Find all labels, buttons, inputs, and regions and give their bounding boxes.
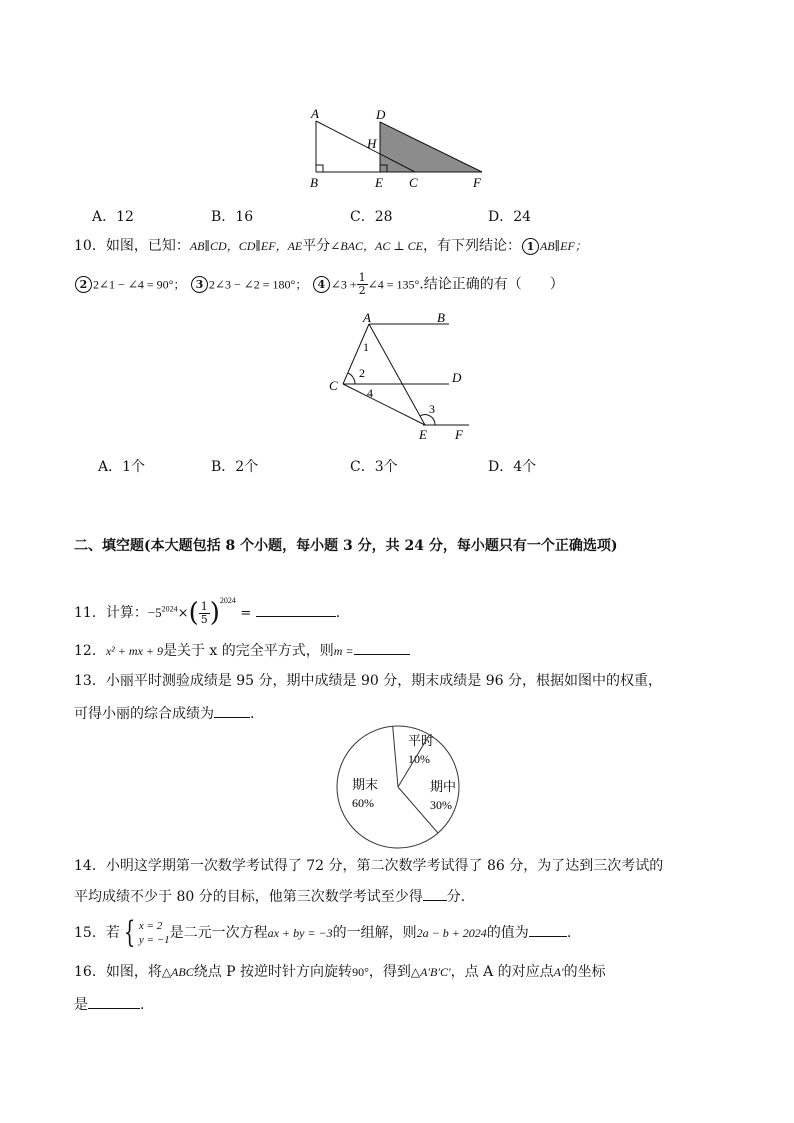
q11: 11．计算：$-5^{2024}\times$( $\frac{1}{5}$ )$^{2024}$ = .: [74, 596, 341, 628]
weight-pie-chart: [330, 722, 490, 852]
label-f: F: [455, 427, 463, 442]
fraction-one-fifth: $\frac{1}{5}$: [200, 599, 208, 626]
q16-answer-blank[interactable]: [88, 994, 140, 1009]
q16-line2: 是 .: [74, 994, 144, 1015]
q10-line2: 2 2∠1 − ∠4 = 90°； 3 2∠3 − ∠2 = 180°； 4 ∠3 + $\frac{1}{2}$ ∠4 = 135°.结论正确的有（ ）: [74, 272, 564, 297]
q10-option-b[interactable]: B．2个: [211, 459, 259, 475]
conclusion-4-marker: 4: [313, 276, 330, 293]
solution-system: x = 2 y = −1: [138, 920, 170, 946]
q15-answer-blank[interactable]: [529, 922, 567, 937]
pie-slice-label: 60%: [352, 796, 374, 810]
conclusion-2-marker: 2: [75, 276, 92, 293]
label-a: A: [363, 310, 371, 325]
segment-ac: [343, 324, 369, 384]
q13-line2: 可得小丽的综合成绩为 .: [74, 703, 254, 724]
q16-line1: 16．如图，将△ABC绕点 P 按逆时针方向旋转90°，得到△A′B′C′，点 A 的对应点A′的坐标: [74, 964, 606, 980]
q9-option-d[interactable]: D．24: [488, 209, 532, 225]
q9-option-b[interactable]: B．16: [211, 209, 254, 225]
label-b: B: [437, 310, 445, 325]
conclusion-3-marker: 3: [191, 276, 208, 293]
pie-slice-label: 30%: [430, 798, 452, 812]
pie-slice-name: 期中: [430, 779, 457, 794]
label-e: E: [375, 175, 383, 190]
fraction-half: $\frac{1}{2}$: [358, 271, 366, 297]
q13-line1: 13．小丽平时测验成绩是 95 分，期中成绩是 90 分，期末成绩是 96 分，根据如图中的权重，: [74, 673, 662, 689]
angle-label-4: 4: [367, 386, 373, 400]
q10-option-d[interactable]: D．4个: [488, 459, 537, 475]
q14-answer-blank[interactable]: [423, 886, 447, 901]
angle-label-3: 3: [429, 402, 435, 416]
q10-option-c[interactable]: C．3个: [350, 459, 398, 475]
pie-slice-name: 平时: [408, 733, 435, 748]
q9-option-c[interactable]: C．28: [350, 209, 393, 225]
segment-ae: [369, 324, 425, 425]
label-d: D: [376, 107, 386, 122]
q15: 15．若 { x = 2 y = −1 是二元一次方程ax + by = −3的一组解，则2a − b + 2024的值为 .: [74, 915, 572, 950]
label-b: B: [310, 175, 318, 190]
q13-answer-blank[interactable]: [214, 703, 250, 718]
label-c: C: [329, 378, 338, 393]
label-c: C: [409, 175, 418, 190]
q12-answer-blank[interactable]: [354, 640, 410, 655]
q10-option-a[interactable]: A．1个: [98, 459, 146, 475]
q11-answer-blank[interactable]: [256, 602, 336, 617]
q12: 12．x² + mx + 9是关于 x 的完全平方式，则m =: [74, 640, 410, 661]
angle-label-1: 1: [363, 340, 369, 354]
conclusion-1-marker: 1: [522, 238, 539, 255]
pie-slice-label: 10%: [408, 752, 430, 766]
angle-arc-2: [348, 373, 355, 384]
q9-figure: [300, 104, 500, 190]
label-e: E: [419, 427, 427, 442]
q14-line2: 平均成绩不少于 80 分的目标，他第三次数学考试至少得 分.: [74, 886, 465, 907]
q9-option-a[interactable]: A．12: [92, 209, 134, 225]
label-a: A: [311, 106, 319, 121]
pie-slice-name: 期末: [352, 777, 379, 792]
q10-line1: 10．如图，已知：AB∥CD，CD∥EF，AE平分∠BAC，AC ⊥ CE，有下列结论： 1 AB∥EF；: [74, 238, 587, 254]
shaded-triangle: [380, 122, 482, 172]
q10-figure: [325, 308, 475, 444]
label-f: F: [473, 175, 481, 190]
angle-label-2: 2: [359, 366, 365, 380]
label-d: D: [452, 370, 462, 385]
segment-ce: [343, 384, 425, 425]
right-angle-b: [316, 165, 323, 172]
section2-title: 二、填空题(本大题包括 8 个小题，每小题 3 分，共 24 分，每小题只有一个正确选项): [74, 538, 618, 554]
q14-line1: 14．小明这学期第一次数学考试得了 72 分，第二次数学考试得了 86 分，为了达到三次考试的: [74, 858, 664, 874]
label-h: H: [367, 136, 377, 151]
